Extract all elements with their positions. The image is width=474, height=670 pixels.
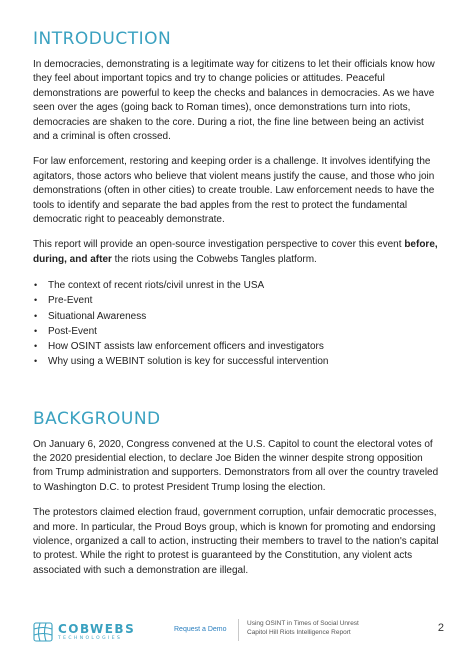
document-title	[247, 620, 359, 637]
page-number: 2	[437, 622, 444, 634]
background-paragraph-2: The protestors claimed election fraud, government corruption, unfair democratic processes, and more. In particular, the Proud Boys group, which is known for promoting and endorsing violence, organized a call to action, instructing their members to travel to the nation's capital to protest. While the right to protest is guaranteed by the Constitution, any violent acts associated with such a demonstration are illegal.	[33, 507, 439, 576]
list-item: • How OSINT assists law enforcement officers and investigators	[33, 339, 443, 354]
background-paragraph-1: On January 6, 2020, Congress convened at the U.S. Capitol to count the electoral votes of the 2020 presidential election, to declare Joe Biden the winner despite strong opposition from Trump administration and supporters. Demonstrators from all over the country traveled to Washington D.C. to protest President Trump losing the election.	[33, 438, 439, 493]
background-heading: BACKGROUND	[33, 408, 161, 429]
page-content	[33, 26, 443, 589]
list-item: • Post-Event	[33, 324, 443, 339]
cobwebs-logo-icon	[33, 622, 53, 642]
intro-paragraph-3	[33, 238, 443, 267]
list-item: • Situational Awareness	[33, 309, 443, 324]
intro-paragraph-1: In democracies, demonstrating is a legitimate way for citizens to let their officials know how they feel about important topics and try to change policies or attitudes. Peaceful demonstrations are powerful to keep the checks and balances in democracies. As we have seen over the ages (going back to Roman times), once demonstrations turn into riots, democracies are shaken to the core. During a riot, the fine line between being an activist and a criminal is often crossed.	[33, 59, 435, 143]
document-title-line-1: Using OSINT in Times of Social Unrest	[247, 620, 359, 627]
cobwebs-logo	[33, 619, 135, 645]
list-item: • Why using a WEBINT solution is key for successful intervention	[33, 354, 443, 369]
logo-subtitle: TECHNOLOGIES	[58, 635, 123, 641]
list-item: • The context of recent riots/civil unrest in the USA	[33, 278, 443, 293]
report-text-after: the riots using the Cobwebs Tangles platform.	[111, 253, 317, 265]
report-text-before: This report will provide an open-source investigation perspective to cover this event	[33, 239, 405, 251]
report-text-bold: before, during, and after	[33, 239, 438, 265]
request-demo-link[interactable]: Request a Demo	[174, 626, 227, 633]
intro-paragraph-2: For law enforcement, restoring and keeping order is a challenge. It involves identifying the agitators, those actors who believe that violent means justify the cause, and those who join demonstrations (often in other cities) to create trouble. Law enforcement needs to have the tools to identify and separate the bad apples from the rest to protect the fundamental democratic right to peaceably demonstrate.	[33, 156, 435, 226]
list-item: • Pre-Event	[33, 293, 443, 308]
document-title-line-2: Capitol Hill Riots Intelligence Report	[247, 628, 351, 636]
introduction-heading: INTRODUCTION	[33, 29, 172, 49]
logo-name: COBWEBS	[58, 621, 136, 636]
footer-divider	[238, 619, 239, 641]
page-footer	[33, 617, 444, 647]
report-topics-list	[33, 278, 443, 369]
